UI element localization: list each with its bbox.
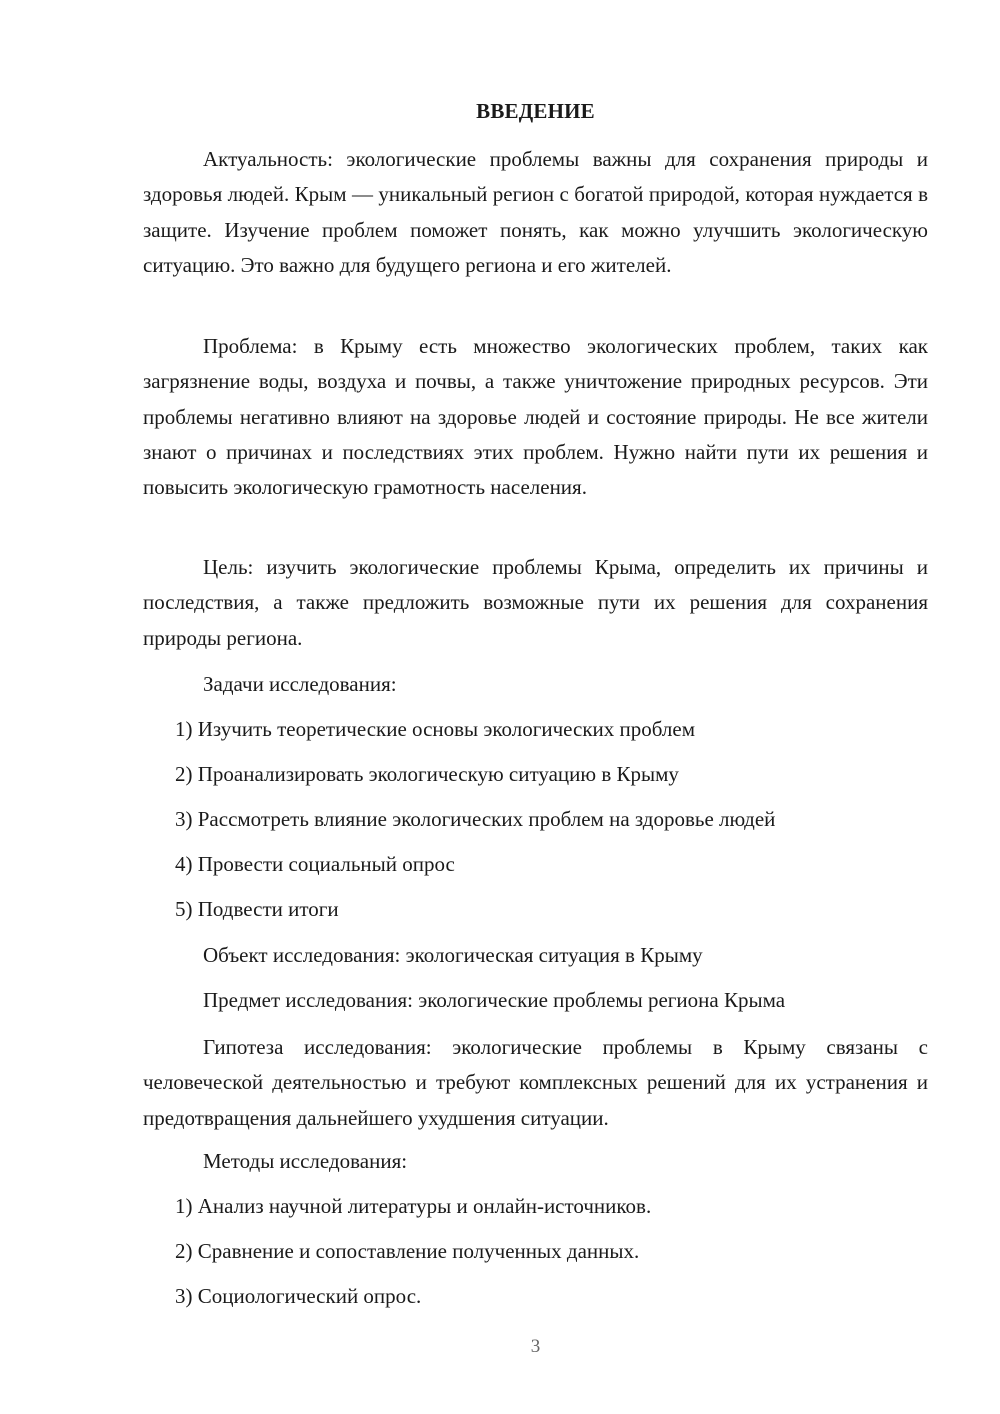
method-item: 2) Сравнение и сопоставление полученных данных.	[175, 1239, 640, 1263]
section-title: ВВЕДЕНИЕ	[476, 99, 595, 123]
goal-paragraph: Цель: изучить экологические проблемы Крыма, определить их причины и последствия, а также предложить возможные пути их решения для сохранения природы региона.	[143, 555, 928, 650]
task-item: 2) Проанализировать экологическую ситуацию в Крыму	[175, 762, 679, 786]
document-page	[143, 0, 928, 1414]
task-item: 5) Подвести итоги	[175, 897, 339, 921]
research-subject: Предмет исследования: экологические проблемы региона Крыма	[203, 988, 786, 1012]
task-item: 1) Изучить теоретические основы экологических проблем	[175, 717, 696, 741]
research-object: Объект исследования: экологическая ситуация в Крыму	[203, 943, 703, 967]
relevance-paragraph: Актуальность: экологические проблемы важны для сохранения природы и здоровья людей. Крым — уникальный регион с богатой природой, которая нуждается в защите. Изучение проблем поможет понять, как можно улучшить экологическую ситуацию. Это важно для будущего региона и его жителей.	[143, 147, 928, 277]
hypothesis-paragraph: Гипотеза исследования: экологические проблемы в Крыму связаны с человеческой деятельностью и требуют комплексных решений для их устранения и предотвращения дальнейшего ухудшения ситуации.	[143, 1035, 928, 1130]
tasks-heading: Задачи исследования:	[203, 672, 397, 696]
task-item: 3) Рассмотреть влияние экологических проблем на здоровье людей	[175, 807, 776, 831]
problem-paragraph: Проблема: в Крыму есть множество экологических проблем, таких как загрязнение воды, воздуха и почвы, а также уничтожение природных ресурсов. Эти проблемы негативно влияют на здоровье людей и состояние природы. Не все жители знают о причинах и последствиях этих проблем. Нужно найти пути их решения и повысить экологическую грамотность населения.	[143, 334, 928, 500]
method-item: 3) Социологический опрос.	[175, 1284, 422, 1308]
page-number: 3	[530, 1336, 541, 1357]
task-item: 4) Провести социальный опрос	[175, 852, 455, 876]
methods-heading: Методы исследования:	[203, 1149, 408, 1173]
method-item: 1) Анализ научной литературы и онлайн-источников.	[175, 1194, 652, 1218]
